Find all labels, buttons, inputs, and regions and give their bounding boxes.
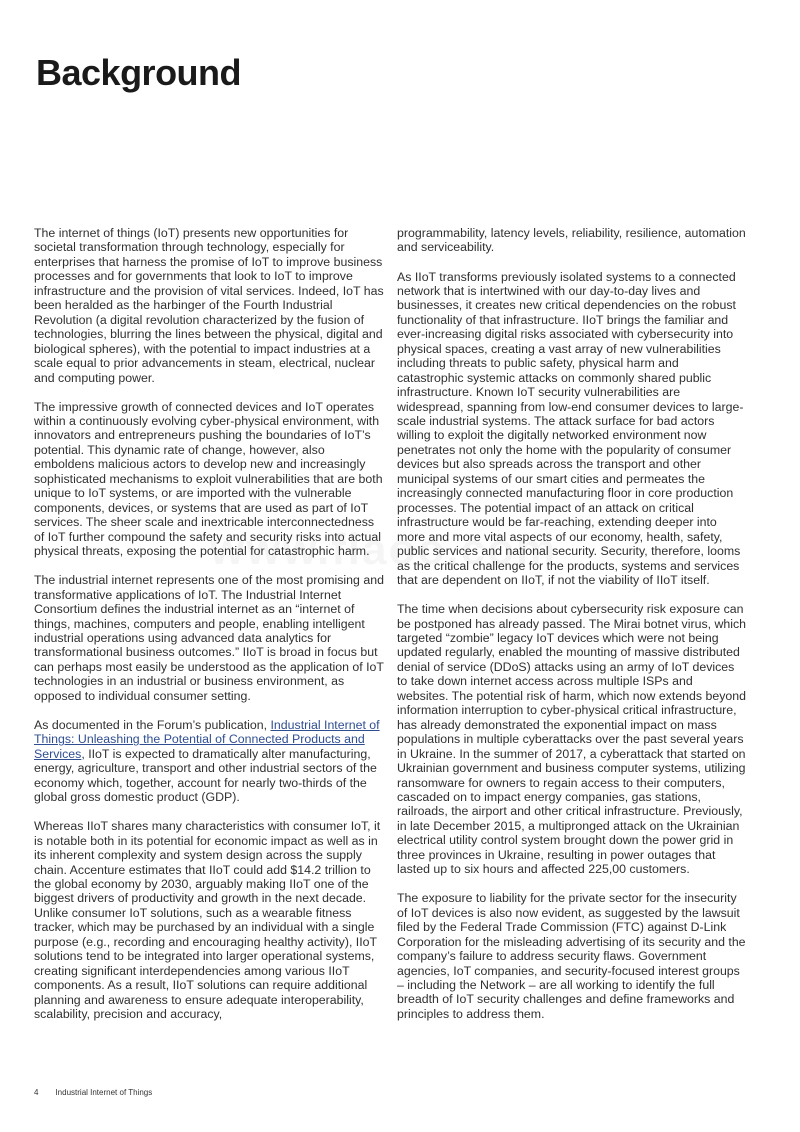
paragraph-text: , IIoT is expected to dramatically alter manufacturing, energy, agriculture, transport and other industrial sectors of the economy which, together, account for nearly two-thirds of the global gross domestic product (GDP).: [34, 746, 377, 805]
paragraph: The exposure to liability for the private sector for the insecurity of IoT devices is also now evident, as suggested by the lawsuit filed by the Federal Trade Commission (FTC) against D-Link Corporation for the misleading advertising of its security and the company’s failure to address security flaws. Government agencies, IoT companies, and security-focused interest groups – including the Network – are all working to identify the full breadth of IoT security challenges and define frameworks and principles to address them.: [397, 891, 746, 1021]
paragraph: The time when decisions about cybersecurity risk exposure can be postponed has already passed. The Mirai botnet virus, which targeted “zombie” legacy IoT devices which were not being updated regularly, enabled the mounting of massive distributed denial of service (DDoS) attacks using an army of IoT devices to take down internet access across multiple ISPs and websites. The potential risk of harm, which now extends beyond information interruption to cyber-physical critical infrastructure, has already demonstrated the exponential impact on mass populations in multiple cyberattacks over the past several years in Ukraine. In the summer of 2017, a cyberattack that started on Ukrainian government and business computer systems, utilizing ransomware for owners to regain access to their computers, cascaded on to impact energy companies, gas stations, railroads, the airport and other critical infrastructure. Previously, in late December 2015, a multipronged attack on the Ukrainian electrical utility control system brought down the power grid in three provinces in Ukraine, resulting in power outages that lasted up to six hours and affected 225,00 customers.: [397, 602, 747, 877]
page-title: Background: [36, 52, 242, 93]
page-footer: [34, 1088, 152, 1097]
paragraph: The impressive growth of connected devices and IoT operates within a continuously evolving cyber-physical environment, with innovators and entrepreneurs pushing the boundaries of IoT’s potential. This dynamic rate of change, however, also emboldens malicious actors to develop new and increasingly sophisticated mechanisms to exploit vulnerabilities that are both unique to IoT systems, or are imported with the vulnerable components, devices, or systems that are used as part of IoT services. The sheer scale and inextricable interconnectedness of IoT further compound the safety and security risks into actual physical threats, exposing the potential for catastrophic harm.: [34, 399, 383, 559]
paragraph-text: As documented in the Forum’s publication,: [34, 717, 271, 732]
left-column: [34, 226, 384, 1036]
page-number: 4: [34, 1088, 39, 1097]
paragraph: As IIoT transforms previously isolated systems to a connected network that is intertwined with our day-to-day lives and businesses, it creates new critical dependencies on the robust functionality of that infrastructure. IIoT brings the familiar and ever-increasing digital risks associated with cybersecurity into physical spaces, creating a vast array of new vulnerabilities including threats to public safety, physical harm and catastrophic systemic attacks on commonly shared public infrastructure. Known IoT security vulnerabilities are widespread, spanning from low-end consumer devices to large-scale industrial systems. The attack surface for bad actors willing to exploit the digitally networked environment now penetrates not only the home with the popularity of consumer devices but also spreads across the transport and other municipal systems of our smart cities and permeates the increasingly connected manufacturing floor in core production processes. The potential impact of an attack on critical infrastructure would be far-reaching, extending deeper into more and more vital aspects of our economy, health, safety, public services and national security. Security, therefore, looms as the critical challenge for the products, systems and services that are dependent on IIoT, if not the viability of IIoT itself.: [397, 269, 744, 588]
paragraph: [34, 718, 384, 805]
publication-link[interactable]: Industrial Internet of Things: Unleashing the Potential of Connected Products and Services: [34, 717, 380, 761]
paragraph: Whereas IIoT shares many characteristics with consumer IoT, it is notable both in its potential for economic impact as well as in its inherent complexity and system design across the supply chain. Accenture estimates that IIoT could add $14.2 trillion to the global economy by 2030, arguably making IIoT one of the biggest drivers of productivity and growth in the next decade. Unlike consumer IoT solutions, such as a wearable fitness tracker, which may be purchased by an individual with a single purpose (e.g., recording and encouraging healthy activity), IIoT solutions tend to be integrated into larger operational systems, creating significant interdependencies among various IIoT components. As a result, IIoT solutions can require additional planning and awareness to ensure adequate interoperability, scalability, precision and accuracy,: [34, 819, 381, 1022]
right-column: [397, 226, 747, 1036]
footer-publication-title: Industrial Internet of Things: [55, 1088, 153, 1097]
paragraph: The industrial internet represents one of the most promising and transformative applications of IoT. The Industrial Internet Consortium defines the industrial internet as an “internet of things, machines, computers and people, enabling intelligent industrial operations using advanced data analytics for transformational business outcomes.” IIoT is broad in focus but can perhaps most easily be understood as the application of IoT technologies in an industrial or business environment, as opposed to individual consumer setting.: [34, 573, 384, 703]
paragraph: programmability, latency levels, reliability, resilience, automation and serviceability.: [397, 226, 746, 255]
paragraph: The internet of things (IoT) presents new opportunities for societal transformation through technology, especially for enterprises that harness the promise of IoT to improve business processes and for governments that look to IoT to improve infrastructure and the provision of vital services. Indeed, IoT has been heralded as the harbinger of the Fourth Industrial Revolution (a digital revolution characterized by the fusion of technologies, blurring the lines between the physical, digital and biological spheres), with the potential to impact industries at a scale equal to prior advancements in steam, electrical, nuclear and computing power.: [34, 226, 384, 385]
